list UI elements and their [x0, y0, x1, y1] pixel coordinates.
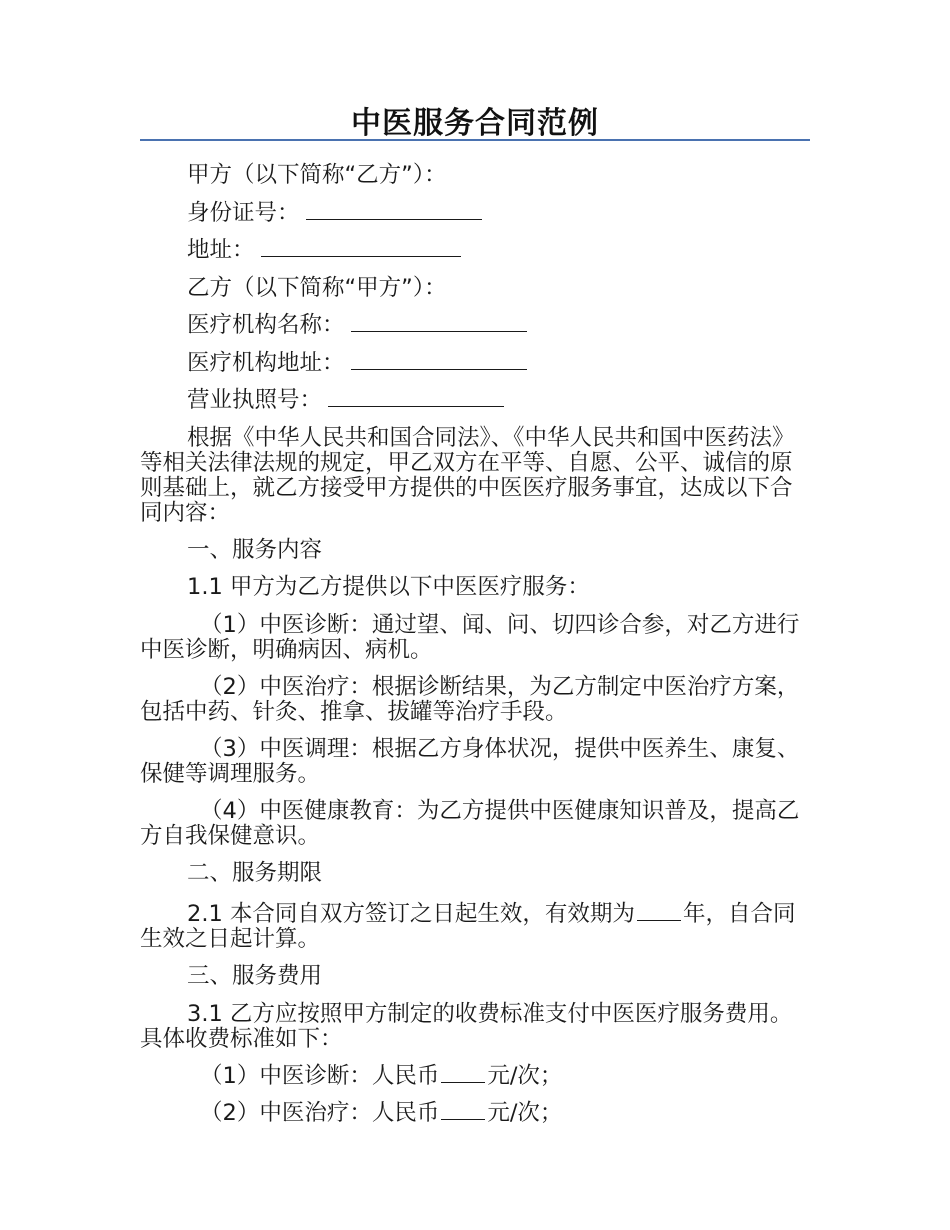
id-number-line — [140, 195, 810, 233]
service-item-conditioning: （3）中医调理：根据乙方身体状况，提供中医养生、康复、保健等调理服务。 — [140, 735, 800, 787]
section-1-heading: 一、服务内容 — [187, 536, 323, 563]
service-item-diagnosis: （1）中医诊断：通过望、闻、问、切四诊合参，对乙方进行中医诊断，明确病因、病机。 — [140, 611, 800, 663]
institution-name-label: 医疗机构名称： — [187, 312, 345, 338]
clause-1-1: 1.1 甲方为乙方提供以下中医医疗服务： — [187, 574, 590, 600]
address-label: 地址： — [187, 237, 255, 263]
institution-address-blank[interactable] — [351, 347, 527, 370]
license-label: 营业执照号： — [187, 387, 323, 413]
section-2-heading: 二、服务期限 — [187, 859, 323, 886]
service-item-treatment: （2）中医治疗：根据诊断结果，为乙方制定中医治疗方案，包括中药、针灸、推拿、拔罐等治疗手段。 — [140, 673, 800, 725]
id-number-label: 身份证号： — [187, 199, 300, 226]
address-line — [140, 232, 810, 270]
institution-name-blank[interactable] — [351, 309, 527, 332]
fee-item-diagnosis: （1）中医诊断：人民币 元/次； — [140, 1058, 810, 1096]
license-line — [140, 382, 810, 420]
title-underline — [140, 139, 810, 141]
page-title: 中医服务合同范例 — [351, 106, 599, 141]
fee-diagnosis-blank[interactable] — [441, 1060, 485, 1083]
institution-address-line — [140, 345, 810, 383]
id-number-blank[interactable] — [306, 197, 482, 220]
contract-body — [140, 157, 810, 1133]
institution-address-label: 医疗机构地址： — [187, 349, 345, 376]
party-a-line: 甲方（以下简称“乙方”）： — [187, 162, 447, 188]
service-item-education: （4）中医健康教育：为乙方提供中医健康知识普及，提高乙方自我保健意识。 — [140, 797, 800, 849]
clause-3-1: 3.1 乙方应按照甲方制定的收费标准支付中医医疗服务费用。具体收费标准如下： — [140, 1000, 793, 1052]
term-years-blank[interactable] — [637, 898, 681, 921]
preamble-paragraph: 根据《中华人民共和国合同法》、《中华人民共和国中医药法》等相关法律法规的规定，甲乙双方在平等、自愿、公平、诚信的原则基础上，就乙方接受甲方提供的中医医疗服务事宜，达成以下合同内容： — [140, 424, 795, 526]
fee-treatment-blank[interactable] — [441, 1097, 485, 1120]
address-blank[interactable] — [261, 234, 461, 257]
clause-2-1: 2.1 本合同自双方签订之日起生效，有效期为 年，自合同生效之日起计算。 — [140, 892, 810, 958]
license-blank[interactable] — [328, 384, 504, 407]
fee-item-treatment: （2）中医治疗：人民币 元/次； — [140, 1095, 810, 1133]
institution-name-line — [140, 307, 810, 345]
section-3-heading: 三、服务费用 — [187, 963, 323, 989]
party-b-line: 乙方（以下简称“甲方”）： — [187, 274, 447, 301]
